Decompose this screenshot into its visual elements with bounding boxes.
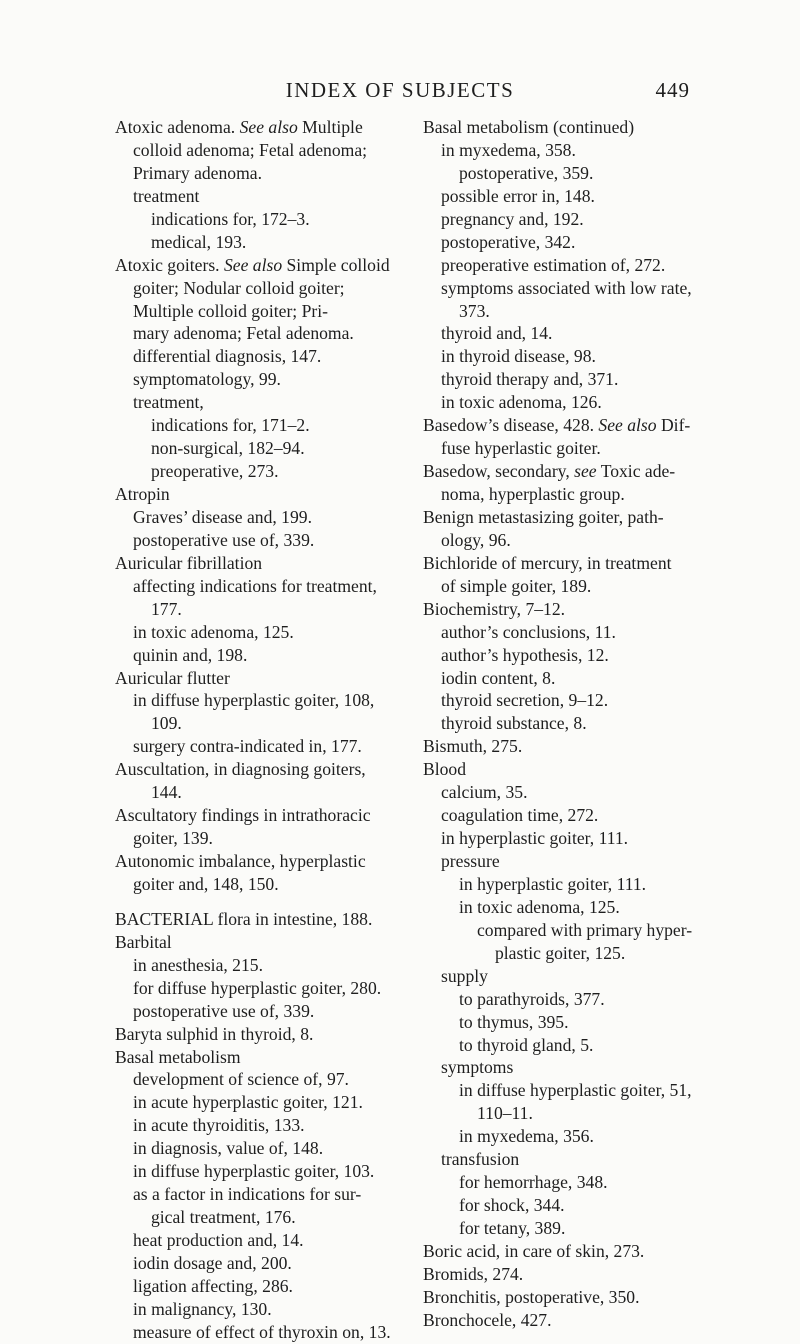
entry-text: 177. <box>151 598 182 619</box>
entry-text: Boric acid, in care of skin, 273. <box>423 1240 645 1261</box>
entry-text: goiter; Nodular colloid goiter; <box>133 277 345 298</box>
entry-text: indications for, 171–2. <box>151 415 310 436</box>
entry-text: Multiple colloid goiter; Pri- <box>133 300 328 321</box>
index-heading <box>115 1023 400 1046</box>
entry-text: in toxic adenoma, 125. <box>459 896 620 917</box>
section-gap <box>115 896 400 908</box>
index-subentry <box>115 1206 400 1229</box>
index-subentry <box>115 575 400 598</box>
index-column-right <box>423 116 713 1332</box>
entry-text: in myxedema, 358. <box>441 139 576 160</box>
index-subentry <box>115 1000 400 1023</box>
entry-text: to thyroid gland, 5. <box>459 1034 594 1055</box>
index-subentry <box>115 506 400 529</box>
entry-text: Basal metabolism (continued) <box>423 117 635 137</box>
index-subentry <box>115 368 400 391</box>
entry-text: Auricular flutter <box>115 667 230 688</box>
index-subentry <box>423 208 713 231</box>
index-subentry <box>115 827 400 850</box>
index-subentry <box>423 896 713 919</box>
index-subentry <box>423 437 713 460</box>
entry-text: Benign metastasizing goiter, path- <box>423 506 664 527</box>
index-subentry <box>423 850 713 873</box>
index-subentry <box>423 1217 713 1240</box>
entry-text: in thyroid disease, 98. <box>441 346 596 367</box>
entry-text-continued: Multiple <box>297 117 363 137</box>
index-heading <box>423 506 713 529</box>
entry-text-continued: Toxic ade- <box>596 461 676 482</box>
entry-text: ology, 96. <box>441 529 511 550</box>
index-heading <box>423 758 713 781</box>
entry-text: development of science of, 97. <box>133 1069 349 1090</box>
index-subentry <box>423 712 713 735</box>
index-subentry <box>423 1102 713 1125</box>
running-head: INDEX OF SUBJECTS <box>285 78 515 102</box>
entry-text: Biochemistry, 7–12. <box>423 598 566 619</box>
entry-text: for hemorrhage, 348. <box>459 1172 608 1193</box>
entry-text: 109. <box>151 713 182 734</box>
index-subentry <box>115 1298 400 1321</box>
entry-text: in myxedema, 356. <box>459 1126 594 1147</box>
cross-reference-label: see <box>574 461 597 482</box>
entry-text: fuse hyperlastic goiter. <box>441 438 601 459</box>
entry-text: possible error in, 148. <box>441 185 595 206</box>
entry-text: thyroid secretion, 9–12. <box>441 690 609 711</box>
entry-text: treatment, <box>133 392 204 413</box>
index-heading <box>423 1309 713 1332</box>
index-subentry <box>115 781 400 804</box>
index-subentry <box>115 954 400 977</box>
index-subentry <box>115 1114 400 1137</box>
index-heading <box>115 254 400 277</box>
entry-text: treatment <box>133 185 200 206</box>
entry-text: for diffuse hyperplastic goiter, 280. <box>133 977 382 998</box>
index-subentry <box>423 162 713 185</box>
entry-text: author’s hypothesis, 12. <box>441 644 609 665</box>
index-subentry <box>423 1171 713 1194</box>
entry-text: Auricular fibrillation <box>115 552 263 573</box>
entry-text: goiter and, 148, 150. <box>133 873 279 894</box>
index-heading <box>423 1263 713 1286</box>
entry-text: 110–11. <box>477 1103 533 1124</box>
entry-text: Auscultation, in diagnosing goiters, <box>115 759 366 780</box>
index-heading <box>423 1286 713 1309</box>
index-subentry <box>115 1091 400 1114</box>
entry-text: differential diagnosis, 147. <box>133 346 322 367</box>
cross-reference-label: See also <box>239 117 298 137</box>
entry-text: thyroid substance, 8. <box>441 713 587 734</box>
entry-text: pressure <box>441 851 500 871</box>
entry-text: gical treatment, 176. <box>151 1207 296 1228</box>
index-heading <box>423 460 713 483</box>
entry-text: medical, 193. <box>151 231 247 252</box>
index-subentry <box>423 827 713 850</box>
entry-text: preoperative, 273. <box>151 461 279 482</box>
page-header <box>0 78 800 108</box>
index-subentry <box>115 977 400 1000</box>
entry-text: plastic goiter, 125. <box>495 942 626 963</box>
index-heading <box>115 483 400 506</box>
index-subentry <box>115 1068 400 1091</box>
entry-text: Basedow’s disease, 428. <box>423 415 599 436</box>
entry-text: thyroid therapy and, 371. <box>441 369 619 390</box>
entry-text: supply <box>441 965 488 986</box>
entry-text: symptomatology, 99. <box>133 369 281 390</box>
index-subentry <box>115 460 400 483</box>
entry-text: Autonomic imbalance, hyperplastic <box>115 851 366 871</box>
index-subentry <box>423 575 713 598</box>
index-subentry <box>423 667 713 690</box>
index-heading <box>423 1240 713 1263</box>
entry-text: preoperative estimation of, 272. <box>441 254 666 275</box>
entry-text: in toxic adenoma, 126. <box>441 392 602 413</box>
index-subentry <box>423 644 713 667</box>
entry-text: symptoms associated with low rate, <box>441 277 692 298</box>
index-subentry <box>423 139 713 162</box>
index-subentry <box>423 300 713 323</box>
entry-text: Atoxic goiters. <box>115 254 224 275</box>
entry-text: in diffuse hyperplastic goiter, 51, <box>459 1080 692 1101</box>
entry-text: Basal metabolism <box>115 1046 241 1067</box>
entry-text: Bichloride of mercury, in treatment <box>423 552 672 573</box>
entry-text: 373. <box>459 300 490 321</box>
entry-text: in diffuse hyperplastic goiter, 103. <box>133 1161 375 1182</box>
entry-text: calcium, 35. <box>441 782 528 803</box>
entry-text-continued: Simple colloid <box>282 254 390 275</box>
index-subentry <box>115 345 400 368</box>
entry-text: Bismuth, 275. <box>423 736 523 757</box>
index-subentry <box>115 277 400 300</box>
entry-text: quinin and, 198. <box>133 644 248 665</box>
entry-text: postoperative, 342. <box>441 231 576 252</box>
entry-text: thyroid and, 14. <box>441 323 553 344</box>
entry-text-continued: Dif- <box>656 415 691 436</box>
entry-text: for shock, 344. <box>459 1195 565 1216</box>
index-subentry <box>423 231 713 254</box>
index-subentry <box>115 300 400 323</box>
index-subentry <box>115 529 400 552</box>
entry-text: compared with primary hyper- <box>477 919 693 940</box>
page-number: 449 <box>655 78 690 102</box>
index-heading <box>115 667 400 690</box>
entry-text: in diffuse hyperplastic goiter, 108, <box>133 690 375 711</box>
entry-text: iodin content, 8. <box>441 667 556 688</box>
index-subentry <box>115 689 400 712</box>
entry-text: for tetany, 389. <box>459 1218 566 1238</box>
index-subentry <box>115 1252 400 1275</box>
index-heading <box>115 552 400 575</box>
index-subentry <box>115 414 400 437</box>
index-subentry <box>115 1183 400 1206</box>
index-subentry <box>115 437 400 460</box>
entry-text: Bronchitis, postoperative, 350. <box>423 1286 640 1307</box>
entry-text: affecting indications for treatment, <box>133 575 377 596</box>
index-subentry <box>115 139 400 162</box>
index-subentry <box>115 1160 400 1183</box>
index-heading <box>115 116 400 139</box>
entry-text: in hyperplastic goiter, 111. <box>441 828 629 849</box>
index-subentry <box>423 689 713 712</box>
index-heading <box>423 116 713 139</box>
entry-text: transfusion <box>441 1149 520 1170</box>
entry-text: Atoxic adenoma. <box>115 117 240 137</box>
index-subentry <box>423 1034 713 1057</box>
entry-text: BACTERIAL flora in intestine, 188. <box>115 908 373 929</box>
entry-text: pregnancy and, 192. <box>441 208 584 229</box>
index-subentry <box>423 368 713 391</box>
entry-text: of simple goiter, 189. <box>441 575 592 596</box>
entry-text: non-surgical, 182–94. <box>151 438 305 459</box>
entry-text: in toxic adenoma, 125. <box>133 621 294 642</box>
entry-text: Bronchocele, 427. <box>423 1309 552 1330</box>
index-subentry <box>423 988 713 1011</box>
entry-text: symptoms <box>441 1057 514 1078</box>
index-heading <box>115 1046 400 1069</box>
index-subentry <box>115 644 400 667</box>
index-subentry <box>423 483 713 506</box>
index-subentry <box>115 712 400 735</box>
index-subentry <box>115 391 400 414</box>
index-subentry <box>115 598 400 621</box>
index-subentry <box>115 231 400 254</box>
index-subentry <box>115 162 400 185</box>
entry-text: Barbital <box>115 931 172 952</box>
entry-text: Basedow, secondary, <box>423 461 575 482</box>
index-subentry <box>115 735 400 758</box>
entry-text: to parathyroids, 377. <box>459 988 605 1009</box>
cross-reference-label: See also <box>598 415 657 436</box>
index-subentry <box>423 185 713 208</box>
index-subentry <box>423 873 713 896</box>
index-subentry <box>423 621 713 644</box>
index-subentry <box>423 965 713 988</box>
index-subentry <box>115 1321 400 1344</box>
entry-text: in malignancy, 130. <box>133 1298 272 1319</box>
index-heading <box>423 552 713 575</box>
index-heading <box>115 908 400 931</box>
index-heading <box>115 758 400 781</box>
index-subentry <box>115 185 400 208</box>
entry-text: Ascultatory findings in intrathoracic <box>115 805 371 826</box>
entry-text: postoperative use of, 339. <box>133 529 315 550</box>
index-heading <box>115 804 400 827</box>
index-subentry <box>115 621 400 644</box>
index-subentry <box>423 1125 713 1148</box>
entry-text: mary adenoma; Fetal adenoma. <box>133 323 354 344</box>
entry-text: indications for, 172–3. <box>151 208 310 229</box>
index-heading <box>115 850 400 873</box>
index-subentry <box>115 1229 400 1252</box>
entry-text: Atropin <box>115 484 170 504</box>
entry-text: coagulation time, 272. <box>441 805 599 826</box>
index-subentry <box>423 1148 713 1171</box>
entry-text: in anesthesia, 215. <box>133 954 263 975</box>
entry-text: ligation affecting, 286. <box>133 1275 293 1296</box>
entry-text: colloid adenoma; Fetal adenoma; <box>133 139 368 160</box>
index-subentry <box>423 1079 713 1102</box>
index-subentry <box>423 277 713 300</box>
index-subentry <box>423 391 713 414</box>
entry-text: in acute thyroiditis, 133. <box>133 1115 305 1136</box>
entry-text: postoperative, 359. <box>459 162 594 183</box>
entry-text: iodin dosage and, 200. <box>133 1252 292 1273</box>
index-subentry <box>423 1011 713 1034</box>
index-subentry <box>423 254 713 277</box>
entry-text: Graves’ disease and, 199. <box>133 506 312 527</box>
entry-text: in acute hyperplastic goiter, 121. <box>133 1092 363 1113</box>
index-subentry <box>115 208 400 231</box>
entry-text: in diagnosis, value of, 148. <box>133 1138 324 1159</box>
entry-text: to thymus, 395. <box>459 1011 569 1032</box>
entry-text: goiter, 139. <box>133 828 213 849</box>
index-subentry <box>115 1137 400 1160</box>
entry-text: as a factor in indications for sur- <box>133 1184 362 1205</box>
index-subentry <box>423 345 713 368</box>
entry-text: postoperative use of, 339. <box>133 1000 315 1021</box>
index-subentry <box>423 804 713 827</box>
cross-reference-label: See also <box>223 254 283 275</box>
index-heading <box>423 735 713 758</box>
index-heading <box>115 931 400 954</box>
entry-text: in hyperplastic goiter, 111. <box>459 873 647 894</box>
index-subentry <box>423 1056 713 1079</box>
entry-text: Blood <box>423 759 467 780</box>
index-column-left <box>115 116 400 1344</box>
entry-text: noma, hyperplastic group. <box>441 484 625 504</box>
entry-text: surgery contra-indicated in, 177. <box>133 736 362 757</box>
index-subentry <box>423 322 713 345</box>
index-subentry <box>115 322 400 345</box>
entry-text: Bromids, 274. <box>423 1263 524 1284</box>
index-subentry <box>423 919 713 942</box>
entry-text: author’s conclusions, 11. <box>441 621 616 642</box>
index-subentry <box>423 781 713 804</box>
index-subentry <box>423 1194 713 1217</box>
index-heading <box>423 598 713 621</box>
index-heading <box>423 414 713 437</box>
index-subentry <box>115 873 400 896</box>
index-subentry <box>423 942 713 965</box>
index-subentry <box>423 529 713 552</box>
entry-text: measure of effect of thyroxin on, 13. <box>133 1321 391 1342</box>
entry-text: heat production and, 14. <box>133 1230 304 1250</box>
entry-text: 144. <box>151 782 182 803</box>
entry-text: Primary adenoma. <box>133 162 262 183</box>
entry-text: Baryta sulphid in thyroid, 8. <box>115 1023 314 1044</box>
index-subentry <box>115 1275 400 1298</box>
